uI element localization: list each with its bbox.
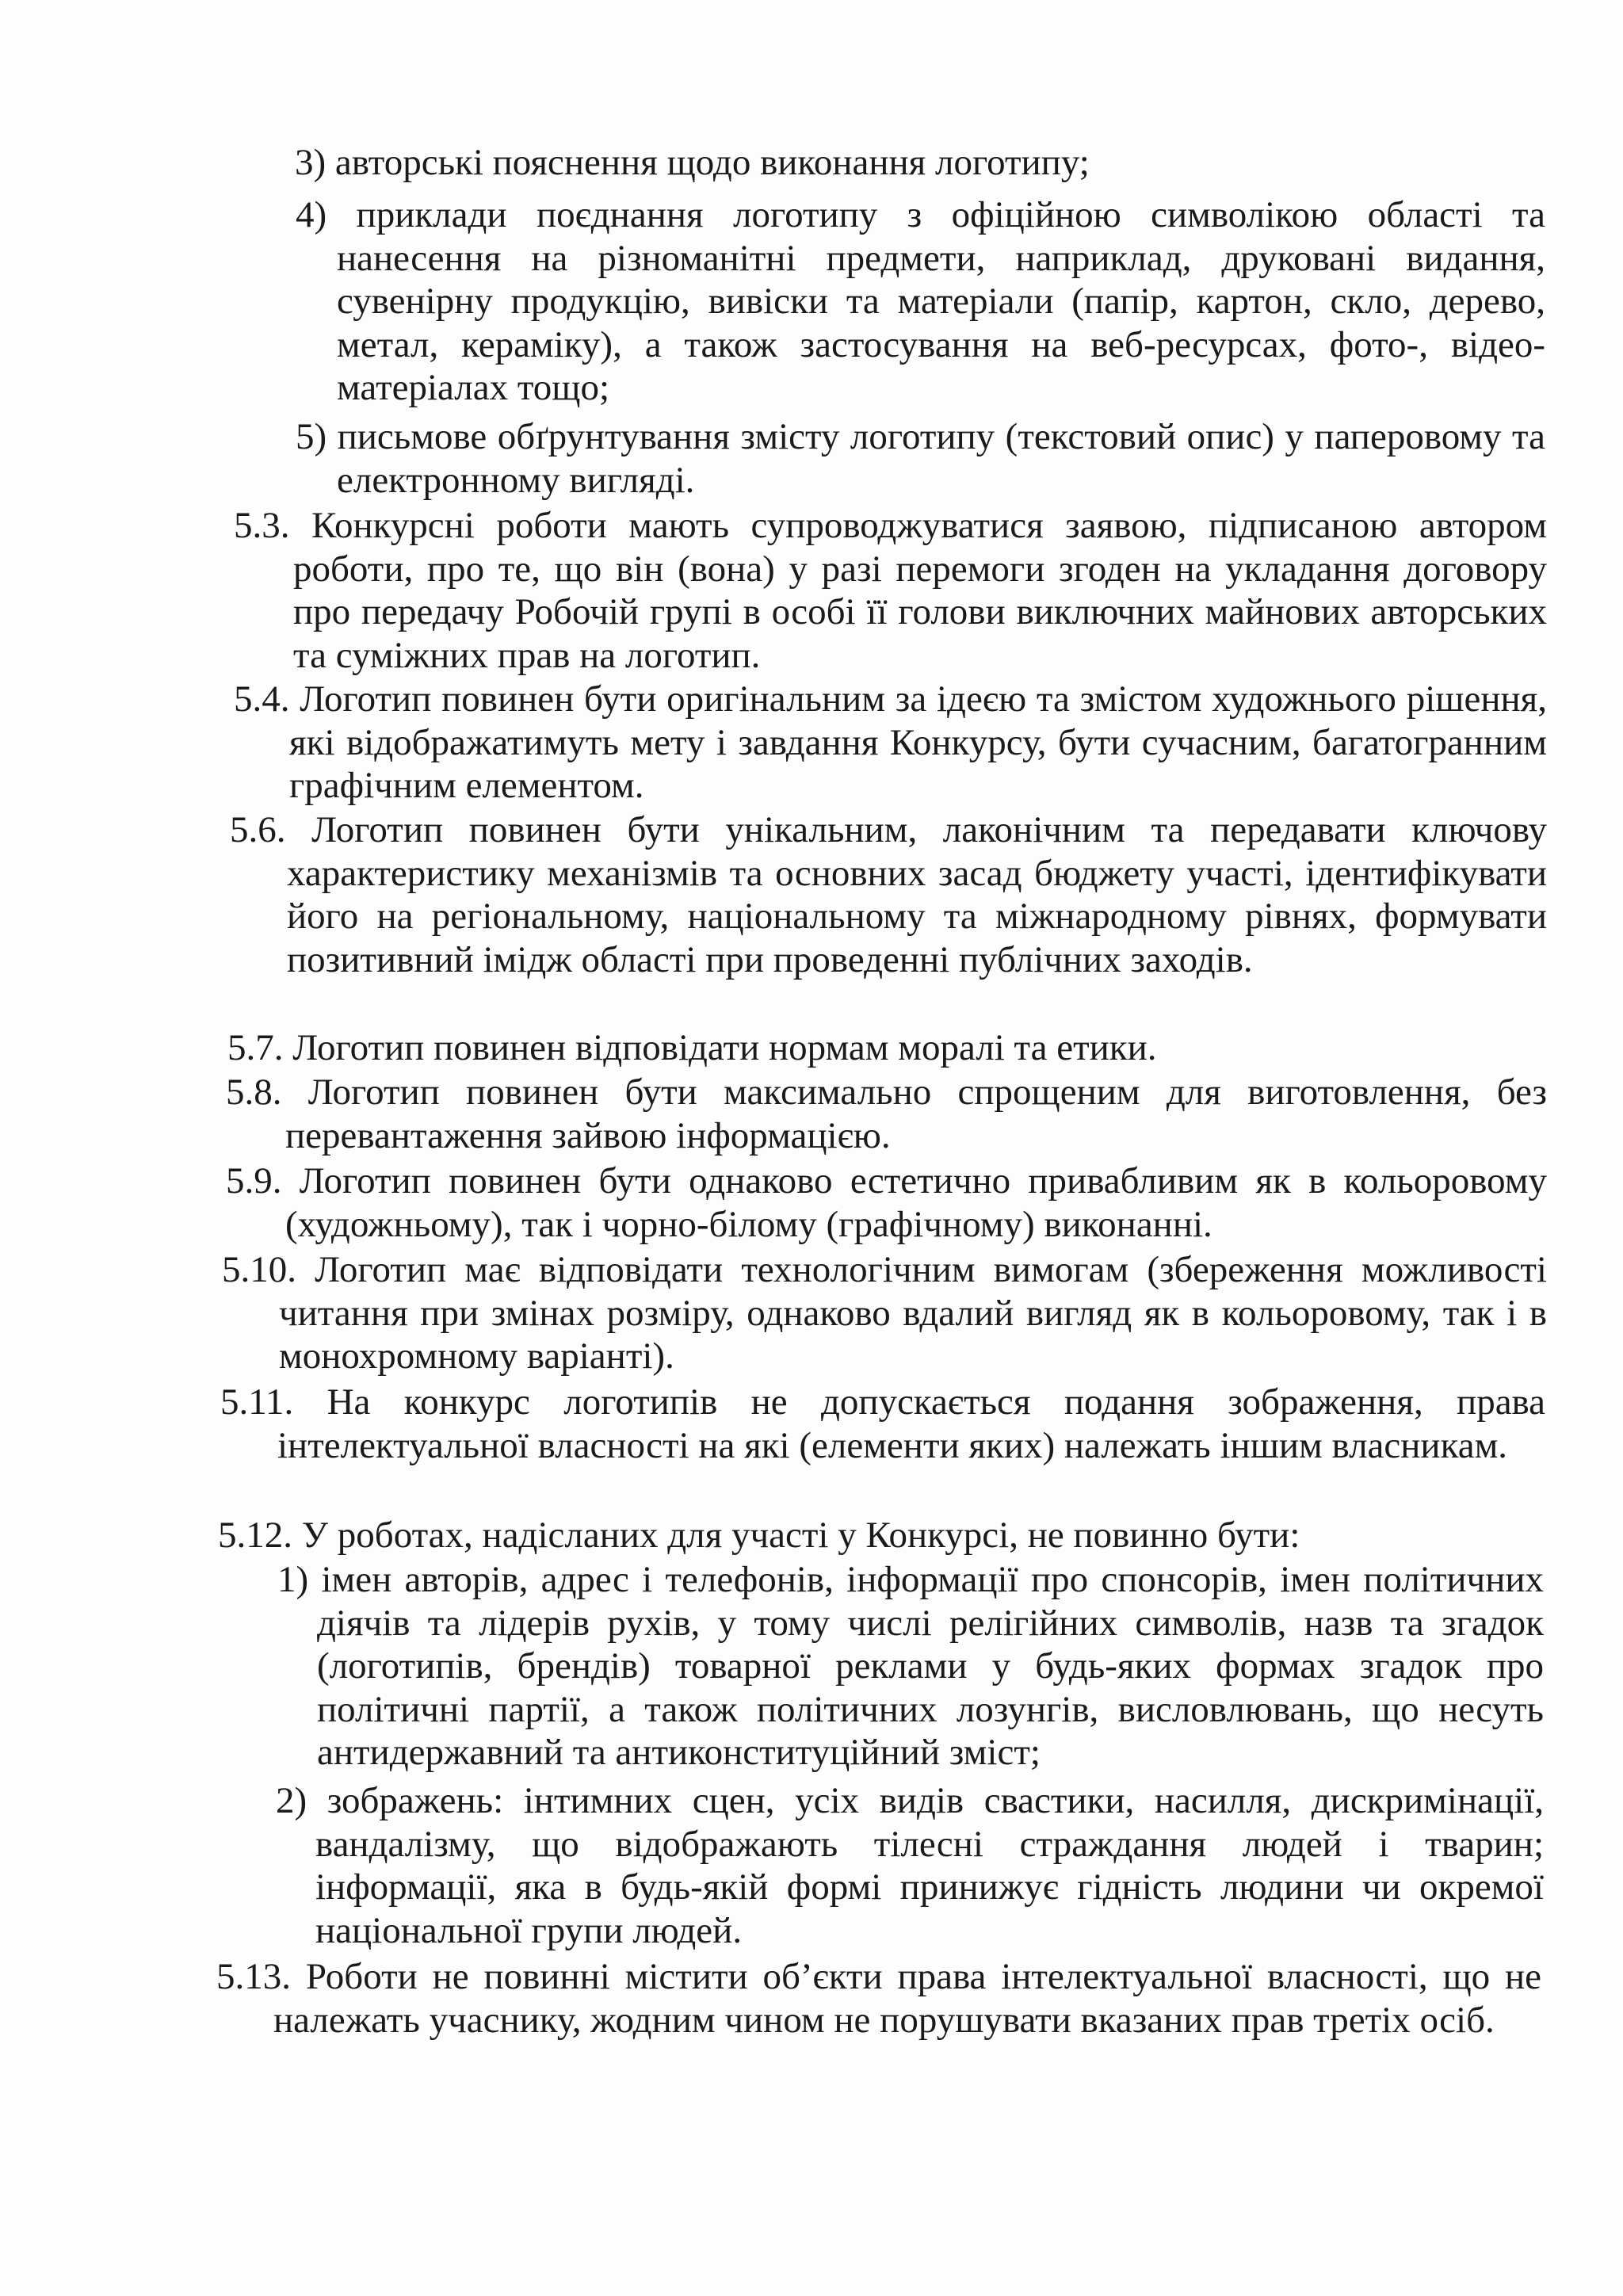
paragraph-5-8: 5.8. Логотип повинен бути максимально спрощеним для виготовлення, без перевантаження зайвою інформацією. — [226, 1072, 1547, 1156]
list-item-3: 3) авторські пояснення щодо виконання логотипу; — [295, 142, 1090, 183]
paragraph-5-4: 5.4. Логотип повинен бути оригінальним за ідеєю та змістом художнього рішення, які відображатимуть мету і завдання Конкурсу, бути сучасним, багатогранним графічним елементом. — [234, 678, 1547, 806]
paragraph-5-7: 5.7. Логотип повинен відповідати нормам моралі та етики. — [227, 1027, 1157, 1068]
paragraph-5-12-item-1: 1) імен авторів, адрес і телефонів, інформації про спонсорів, імен політичних діячів та лідерів рухів, у тому числі релігійних символів, назв та згадок (логотипів, брендів) товарної реклами у будь-яких формах згадок про політичні партії, а також політичних лозунгів, висловлювань, що несуть антидержавний та антиконституційний зміст; — [277, 1559, 1544, 1773]
paragraph-5-10: 5.10. Логотип має відповідати технологічним вимогам (збереження можливості читання при змінах розміру, однаково вдалий вигляд як в кольоровому, так і в монохромному варіанті). — [222, 1249, 1547, 1377]
paragraph-5-13: 5.13. Роботи не повинні містити об’єкти права інтелектуальної власності, що не належать учаснику, жодним чином не порушувати вказаних прав третіх осіб. — [216, 1956, 1541, 2041]
paragraph-5-6: 5.6. Логотип повинен бути унікальним, лаконічним та передавати ключову характеристику механізмів та основних засад бюджету участі, ідентифікувати його на регіональному, національному та міжнародному рівнях, формувати позитивний імідж області при проведенні публічних заходів. — [230, 809, 1547, 980]
paragraph-5-11: 5.11. На конкурс логотипів не допускається подання зображення, права інтелектуальної власності на які (елементи яких) належать іншим власникам. — [220, 1381, 1545, 1466]
list-item-4: 4) приклади поєднання логотипу з офіційною символікою області та нанесення на різноманітні предмети, наприклад, друковані видання, сувенірну продукцію, вивіски та матеріали (папір, картон, скло, дерево, метал, кераміку), а також застосування на веб-ресурсах, фото-, відео-матеріалах тощо; — [296, 194, 1545, 408]
paragraph-5-9: 5.9. Логотип повинен бути однаково естетично привабливим як в кольоровому (художньому), так і чорно-білому (графічному) виконанні. — [226, 1160, 1547, 1245]
paragraph-5-12-item-2: 2) зображень: інтимних сцен, усіх видів свастики, насилля, дискримінації, вандалізму, що відображають тілесні страждання людей і тварин; інформації, яка в будь-якій формі принижує гідність людини чи окремої національної групи людей. — [276, 1780, 1544, 1951]
paragraph-5-12: 5.12. У роботах, надісланих для участі у Конкурсі, не повинно бути: — [218, 1515, 1300, 1556]
paragraph-5-3: 5.3. Конкурсні роботи мають супроводжуватися заявою, підписаною автором роботи, про те, що він (вона) у разі перемоги згоден на укладання договору про передачу Робочій групі в особі її голови виключних майнових авторських та суміжних прав на логотип. — [234, 505, 1547, 676]
list-item-5: 5) письмове обґрунтування змісту логотипу (текстовий опис) у паперовому та електронному вигляді. — [296, 416, 1545, 501]
